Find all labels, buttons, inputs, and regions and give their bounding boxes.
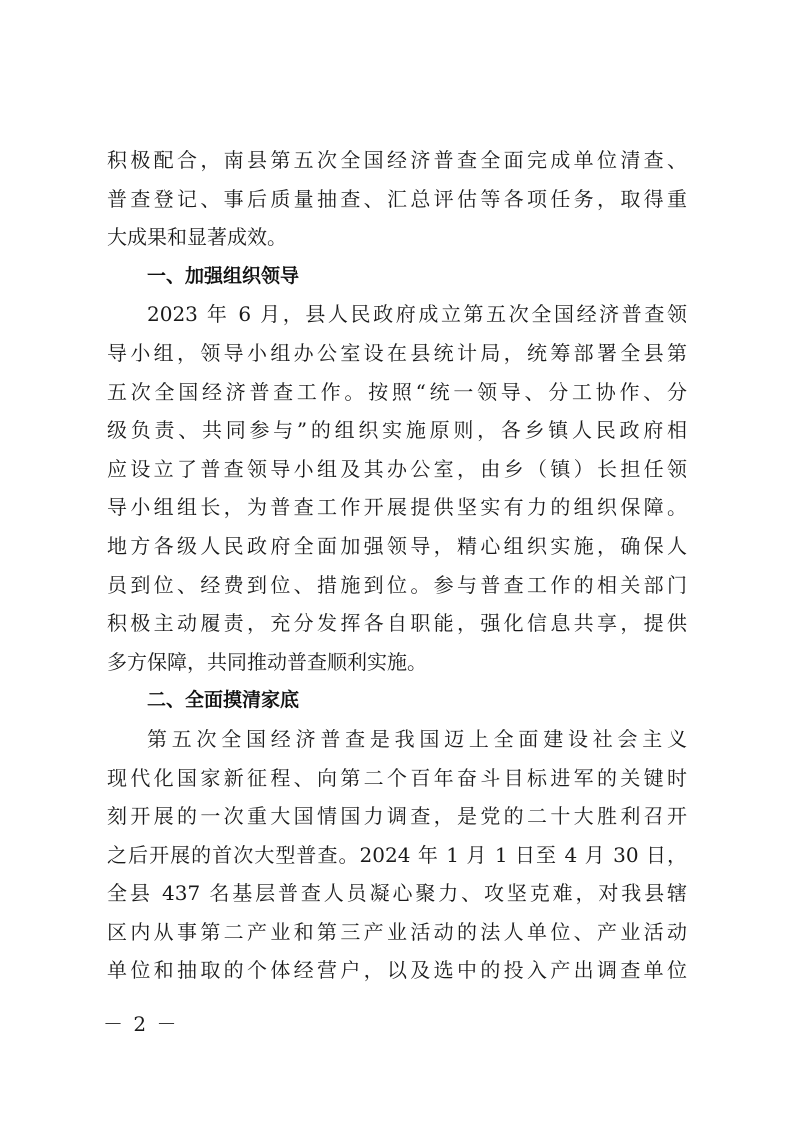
text-line: 积极配合，南县第五次全国经济普查全面完成单位清查、: [107, 148, 687, 172]
text-line: 全县 437 名基层普查人员凝心聚力、攻坚克难，对我县辖: [107, 881, 687, 906]
text-line: 级负责、共同参与”的组织实施原则，各乡镇人民政府相: [107, 418, 687, 443]
text-line: 多方保障，共同推动普查顺利实施。: [107, 649, 427, 674]
paragraph-intro: [107, 141, 687, 257]
text-line: 区内从事第二产业和第三产业活动的法人单位、产业活动: [107, 919, 687, 944]
section-heading-organization: 一、加强组织领导: [147, 264, 300, 287]
text-line: 大成果和显著成效。: [107, 225, 287, 250]
text-line: 五次全国经济普查工作。按照“统一领导、分工协作、分: [107, 379, 687, 404]
text-line: 第五次全国经济普查是我国迈上全面建设社会主义: [147, 726, 687, 751]
text-line: 单位和抽取的个体经营户，以及选中的投入产出调查单位: [107, 958, 687, 983]
paragraph-census: [107, 720, 687, 990]
text-line: 之后开展的首次大型普查。2024 年 1 月 1 日至 4 月 30 日，: [107, 842, 687, 867]
text-line: 导小组，领导小组办公室设在县统计局，统筹部署全县第: [107, 340, 687, 365]
text-line: 地方各级人民政府全面加强领导，精心组织实施，确保人: [107, 533, 687, 558]
paragraph-organization: [107, 295, 687, 681]
text-line: 刻开展的一次重大国情国力调查，是党的二十大胜利召开: [107, 804, 687, 829]
text-line: 2023 年 6 月，县人民政府成立第五次全国经济普查领: [147, 302, 687, 327]
text-line: 应设立了普查领导小组及其办公室，由乡（镇）长担任领: [107, 456, 687, 481]
section-heading-census: 二、全面摸清家底: [147, 689, 300, 712]
text-line: 员到位、经费到位、措施到位。参与普查工作的相关部门: [107, 572, 687, 597]
text-line: 现代化国家新征程、向第二个百年奋斗目标进军的关键时: [107, 765, 687, 790]
text-line: 普查登记、事后质量抽查、汇总评估等各项任务，取得重: [107, 186, 687, 211]
document-body: [107, 141, 687, 990]
text-line: 积极主动履责，充分发挥各自职能，强化信息共享，提供: [107, 611, 687, 636]
page-number: － 2 －: [103, 1012, 179, 1036]
text-line: 导小组组长，为普查工作开展提供坚实有力的组织保障。: [107, 495, 687, 520]
